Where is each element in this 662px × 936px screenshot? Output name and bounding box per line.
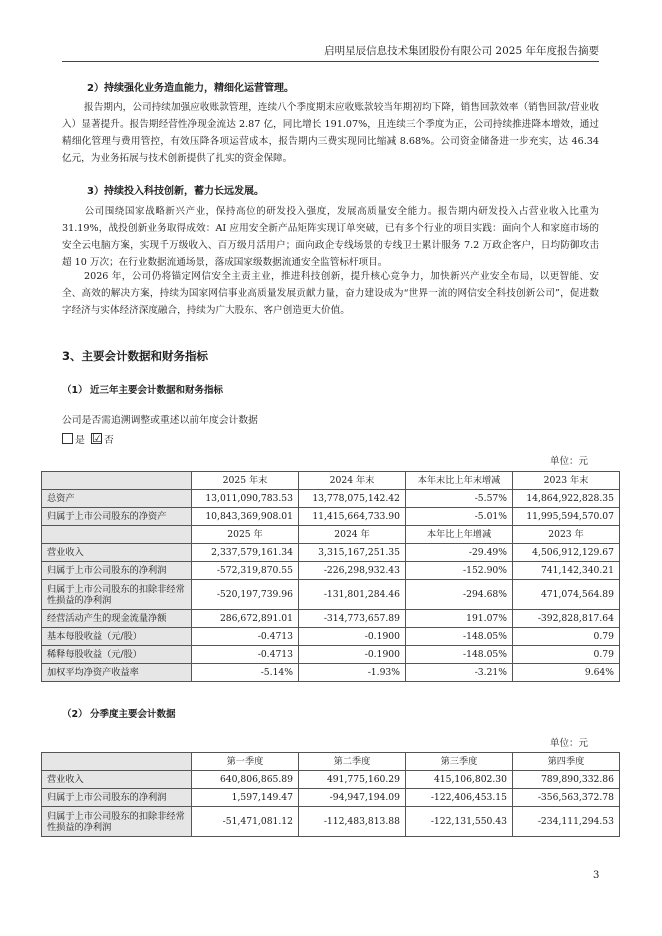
sub-heading-3yr-title: 近三年主要会计数据和财务指标 — [90, 385, 224, 396]
row-label-cell: 归属于上市公司股东的净利润 — [42, 562, 192, 580]
value-cell: -29.49% — [406, 544, 513, 562]
row-label-cell: 归属于上市公司股东的扣除非经常性损益的净利润 — [42, 807, 192, 837]
page-number: 3 — [593, 870, 600, 881]
row-label-cell: 归属于上市公司股东的净资产 — [42, 508, 192, 526]
table-row — [42, 544, 620, 562]
table-row — [42, 580, 620, 610]
value-cell: -572,319,870.55 — [192, 562, 299, 580]
value-cell: 3,315,167,251.35 — [299, 544, 406, 562]
value-cell: -112,483,813.88 — [299, 807, 406, 837]
sub-heading-3yr-num: （1） — [62, 385, 88, 396]
value-cell: 4,506,912,129.67 — [513, 544, 620, 562]
value-cell: 2025 年末 — [192, 472, 299, 490]
restatement-question: 公司是否需追溯调整或重述以前年度会计数据 — [62, 415, 258, 426]
row-label-cell — [42, 753, 192, 771]
section-heading-cashflow: 2）持续强化业务造血能力，精细化运营管理。 — [87, 83, 294, 94]
value-cell: -122,131,550.43 — [406, 807, 513, 837]
value-cell: 第四季度 — [513, 753, 620, 771]
unit-label-quarterly: 单位：元 — [549, 738, 588, 749]
value-cell: -314,773,657.89 — [299, 610, 406, 628]
value-cell: 471,074,564.89 — [513, 580, 620, 610]
value-cell: 415,106,802.30 — [406, 771, 513, 789]
table-header-row — [42, 526, 620, 544]
value-cell: -1.93% — [299, 664, 406, 682]
value-cell: 2,337,579,161.34 — [192, 544, 299, 562]
table-header-row — [42, 472, 620, 490]
value-cell: -152.90% — [406, 562, 513, 580]
value-cell: 14,864,922,828.35 — [513, 490, 620, 508]
value-cell: -234,111,294.53 — [513, 807, 620, 837]
value-cell: -5.57% — [406, 490, 513, 508]
value-cell: -0.4713 — [192, 628, 299, 646]
value-cell: 9.64% — [513, 664, 620, 682]
option-no-label: 否 — [104, 435, 114, 446]
sub-heading-quarterly — [62, 706, 176, 720]
value-cell: -0.1900 — [299, 628, 406, 646]
table-3yr-financials — [41, 471, 620, 682]
row-label-cell: 营业收入 — [42, 544, 192, 562]
paragraph-rnd — [62, 203, 599, 271]
paragraph-cashflow-text: 报告期内，公司持续加强应收账款管理，连续八个季度期末应收账款较当年期初均下降，销售回款效率（销售回款/营业收入）显著提升。报告期经营性净现金流达 2.87 亿，同比增长 191.07%，且连续三个季度为正，公司持续推进降本增效，通过精细化管理与费用管控，有效压降各项运营成本，报告期内三费实现同比缩减 8.68%。公司资金储备进一步充实，达 46.34 亿元，为业务拓展与技术创新提供了扎实的资金保障。 — [62, 102, 599, 164]
value-cell: 2025 年 — [192, 526, 299, 544]
table-row — [42, 664, 620, 682]
row-label-cell: 基本每股收益（元/股） — [42, 628, 192, 646]
value-cell: 789,890,332.86 — [513, 771, 620, 789]
value-cell: -131,801,284.46 — [299, 580, 406, 610]
table-row — [42, 807, 620, 837]
value-cell: 2023 年 — [513, 526, 620, 544]
row-label-cell: 经营活动产生的现金流量净额 — [42, 610, 192, 628]
row-label-cell: 归属于上市公司股东的净利润 — [42, 789, 192, 807]
value-cell: -5.14% — [192, 664, 299, 682]
value-cell: 0.79 — [513, 628, 620, 646]
value-cell: -0.1900 — [299, 646, 406, 664]
table-header-row — [42, 753, 620, 771]
row-label-cell: 总资产 — [42, 490, 192, 508]
value-cell: 1,597,149.47 — [192, 789, 299, 807]
value-cell: 第三季度 — [406, 753, 513, 771]
checkbox-yes[interactable] — [62, 433, 73, 444]
table-row — [42, 789, 620, 807]
paragraph-outlook — [62, 268, 599, 319]
paragraph-cashflow — [62, 99, 599, 167]
checkbox-no-mark: ☑ — [92, 431, 103, 445]
value-cell: -148.05% — [406, 646, 513, 664]
restatement-options — [62, 432, 114, 446]
checkbox-no[interactable] — [91, 433, 102, 444]
value-cell: -294.68% — [406, 580, 513, 610]
table-quarterly — [41, 752, 620, 837]
row-label-cell: 加权平均净资产收益率 — [42, 664, 192, 682]
table-row — [42, 508, 620, 526]
row-label-cell — [42, 526, 192, 544]
value-cell: 第二季度 — [299, 753, 406, 771]
value-cell: -520,197,739.96 — [192, 580, 299, 610]
value-cell: 2024 年末 — [299, 472, 406, 490]
value-cell: 11,995,594,570.07 — [513, 508, 620, 526]
value-cell: -226,298,932.43 — [299, 562, 406, 580]
paragraph-outlook-text: 2026 年，公司仍将锚定网信安全主责主业，推进科技创新，提升核心竞争力，加快新兴产业安全布局，以更智能、安全、高效的解决方案，持续为国家网信事业高质量发展贡献力量，奋力建设成为“世界一流的网信安全科技创新公司”，促进数字经济与实体经济深度融合，持续为广大股东、客户创造更大价值。 — [62, 271, 599, 316]
row-label-cell: 稀释每股收益（元/股） — [42, 646, 192, 664]
table-row — [42, 610, 620, 628]
sub-heading-3yr — [62, 382, 223, 396]
value-cell: 11,415,664,733.90 — [299, 508, 406, 526]
value-cell: -122,406,453.15 — [406, 789, 513, 807]
value-cell: 640,806,865.89 — [192, 771, 299, 789]
sub-heading-quarterly-num: （2） — [62, 709, 88, 720]
value-cell: 本年末比上年末增减 — [406, 472, 513, 490]
value-cell: -51,471,081.12 — [192, 807, 299, 837]
unit-label-3yr: 单位：元 — [549, 456, 588, 467]
value-cell: -356,563,372.78 — [513, 789, 620, 807]
row-label-cell — [42, 472, 192, 490]
row-label-cell: 归属于上市公司股东的扣除非经常性损益的净利润 — [42, 580, 192, 610]
value-cell: 13,778,075,142.42 — [299, 490, 406, 508]
value-cell: -0.4713 — [192, 646, 299, 664]
value-cell: 13,011,090,783.53 — [192, 490, 299, 508]
value-cell: 286,672,891.01 — [192, 610, 299, 628]
section-heading-rnd: 3）持续投入科技创新，蓄力长远发展。 — [87, 186, 264, 197]
paragraph-rnd-text: 公司围绕国家战略新兴产业，保持高位的研发投入强度，发展高质量安全能力。报告期内研发投入占营业收入比重为 31.19%，战投创新业务取得成效：AI 应用安全新产品矩阵实现订单突破，已有多个行业的项目实践：面向个人和家庭市场的安全云电脑方案，实现千万级收入、百万级月活用户；面向政企专线场景的专线卫士累计服务 7.2 万政企客户，日均防御攻击超 10 万次；在行业数据流通场景，落成国家级数据流通安全监管标杆项目。 — [62, 206, 599, 268]
sub-heading-quarterly-title: 分季度主要会计数据 — [90, 709, 176, 720]
value-cell: 741,142,340.21 — [513, 562, 620, 580]
main-heading: 3、主要会计数据和财务指标 — [62, 349, 209, 363]
table-row — [42, 628, 620, 646]
table-row — [42, 646, 620, 664]
value-cell: -392,828,817.64 — [513, 610, 620, 628]
table-row — [42, 490, 620, 508]
report-header: 启明星辰信息技术集团股份有限公司 2025 年年度报告摘要 — [62, 44, 599, 62]
value-cell: 2024 年 — [299, 526, 406, 544]
value-cell: 第一季度 — [192, 753, 299, 771]
value-cell: 2023 年末 — [513, 472, 620, 490]
option-yes-label: 是 — [75, 435, 85, 446]
value-cell: 0.79 — [513, 646, 620, 664]
value-cell: -5.01% — [406, 508, 513, 526]
value-cell: 491,775,160.29 — [299, 771, 406, 789]
value-cell: -3.21% — [406, 664, 513, 682]
row-label-cell: 营业收入 — [42, 771, 192, 789]
value-cell: 本年比上年增减 — [406, 526, 513, 544]
table-row — [42, 771, 620, 789]
value-cell: 191.07% — [406, 610, 513, 628]
value-cell: -94,947,194.09 — [299, 789, 406, 807]
table-row — [42, 562, 620, 580]
value-cell: 10,843,369,908.01 — [192, 508, 299, 526]
value-cell: -148.05% — [406, 628, 513, 646]
